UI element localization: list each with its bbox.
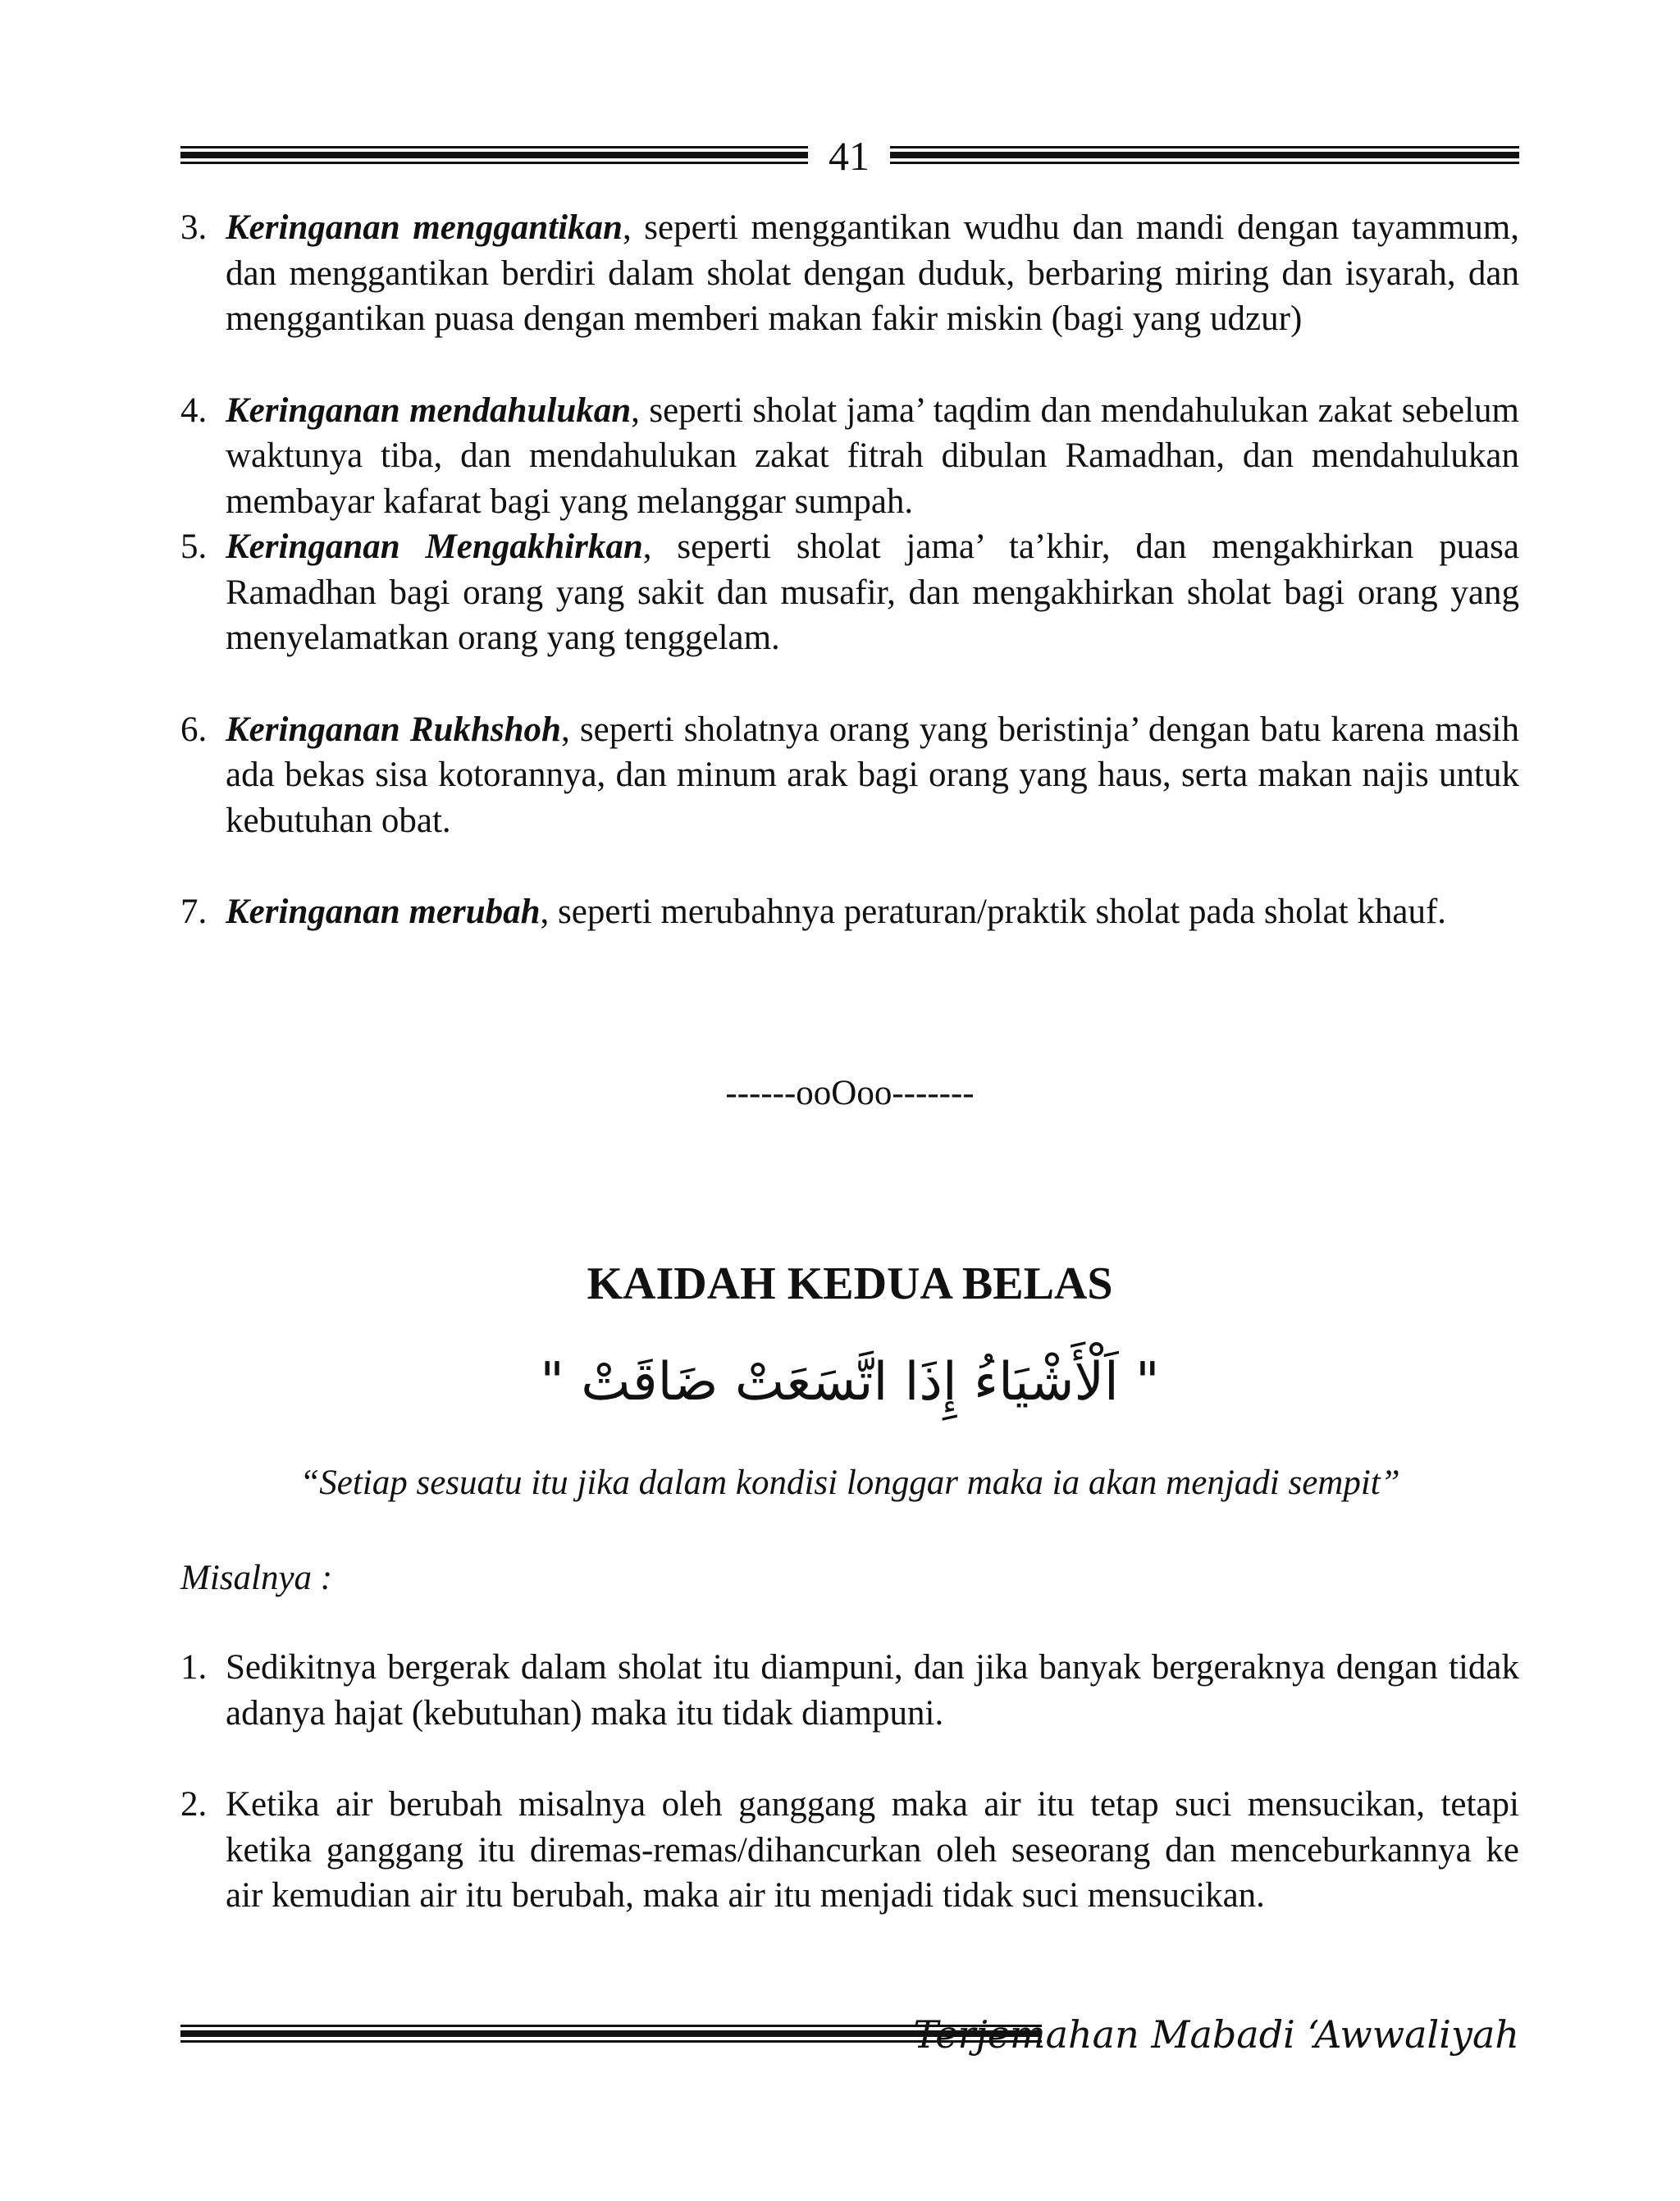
item-term: Keringanan merubah xyxy=(226,893,541,931)
item-number: 5. xyxy=(180,527,208,566)
item-term: Keringanan menggantikan xyxy=(226,208,623,247)
item-text: Ketika air berubah misalnya oleh ganggang maka air itu tetap suci mensucikan, tetapi ketika ganggang itu diremas-remas/dihancurkan oleh seseorang dan menceburkannya ke air kemudian air itu berubah, maka air itu menjadi tidak suci mensucikan. xyxy=(226,1785,1519,1915)
item-text: Sedikitnya bergerak dalam sholat itu diampuni, dan jika banyak bergeraknya dengan tidak adanya hajat (kebutuhan) maka itu tidak diampuni. xyxy=(226,1648,1519,1733)
list-item xyxy=(180,1782,1519,1919)
section-title: KAIDAH KEDUA BELAS xyxy=(587,1258,1113,1309)
item-number: 4. xyxy=(180,390,208,430)
list-item xyxy=(180,388,1519,525)
list-item xyxy=(180,707,1519,844)
item-text: , seperti merubahnya peraturan/praktik sholat pada sholat khauf. xyxy=(540,893,1447,931)
examples-list xyxy=(180,1645,1519,1919)
list-item xyxy=(180,1645,1519,1736)
item-number: 3. xyxy=(180,208,208,247)
item-number: 6. xyxy=(180,710,208,749)
arabic-maxim: " اَلْأَشْيَاءُ إِذَا اتَّسَعَتْ ضَاقَتْ " xyxy=(540,1352,1160,1413)
item-text: , seperti menggantikan wudhu dan mandi dengan tayammum, dan menggantikan berdiri dalam sholat dengan duduk, berbaring miring dan isyarah, dan menggantikan puasa dengan memberi makan fakir miskin (bagi yang udzur) xyxy=(226,208,1519,338)
item-number: 7. xyxy=(180,893,208,931)
item-term: Keringanan Mengakhirkan xyxy=(226,527,643,566)
maxim-translation: “Setiap sesuatu itu jika dalam kondisi longgar maka ia akan menjadi sempit” xyxy=(299,1464,1400,1502)
list-item xyxy=(180,889,1519,935)
list-item xyxy=(180,524,1519,661)
relief-list xyxy=(180,205,1519,935)
item-text: , seperti sholat jama’ ta’khir, dan mengakhirkan puasa Ramadhan bagi orang yang sakit dan musafir, dan mengakhirkan sholat bagi orang yang menyelamatkan orang yang tenggelam. xyxy=(226,527,1519,657)
item-number: 2. xyxy=(180,1785,208,1824)
page-header xyxy=(180,131,1519,180)
header-rule-right xyxy=(890,146,1519,164)
item-text: , seperti sholatnya orang yang beristinja’ dengan batu karena masih ada bekas sisa kotorannya, dan minum arak bagi orang yang haus, serta makan najis untuk kebutuhan obat. xyxy=(226,710,1519,840)
book-title: Terjemahan Mabadi ‘Awwaliyah xyxy=(913,2012,1519,2057)
list-item xyxy=(180,205,1519,342)
section-separator: ------ooOoo------- xyxy=(725,1074,975,1112)
item-term: Keringanan mendahulukan xyxy=(226,390,632,430)
item-term: Keringanan Rukhshoh xyxy=(226,710,561,749)
item-text: , seperti sholat jama’ taqdim dan mendahulukan zakat sebelum waktunya tiba, dan mendahulukan zakat fitrah dibulan Ramadhan, dan mendahulukan membayar kafarat bagi yang melanggar sumpah. xyxy=(226,390,1519,521)
page-number: 41 xyxy=(829,133,870,179)
header-rule-left xyxy=(180,146,808,164)
examples-label: Misalnya : xyxy=(180,1559,333,1597)
item-number: 1. xyxy=(180,1648,208,1687)
page-footer xyxy=(180,2010,1519,2059)
